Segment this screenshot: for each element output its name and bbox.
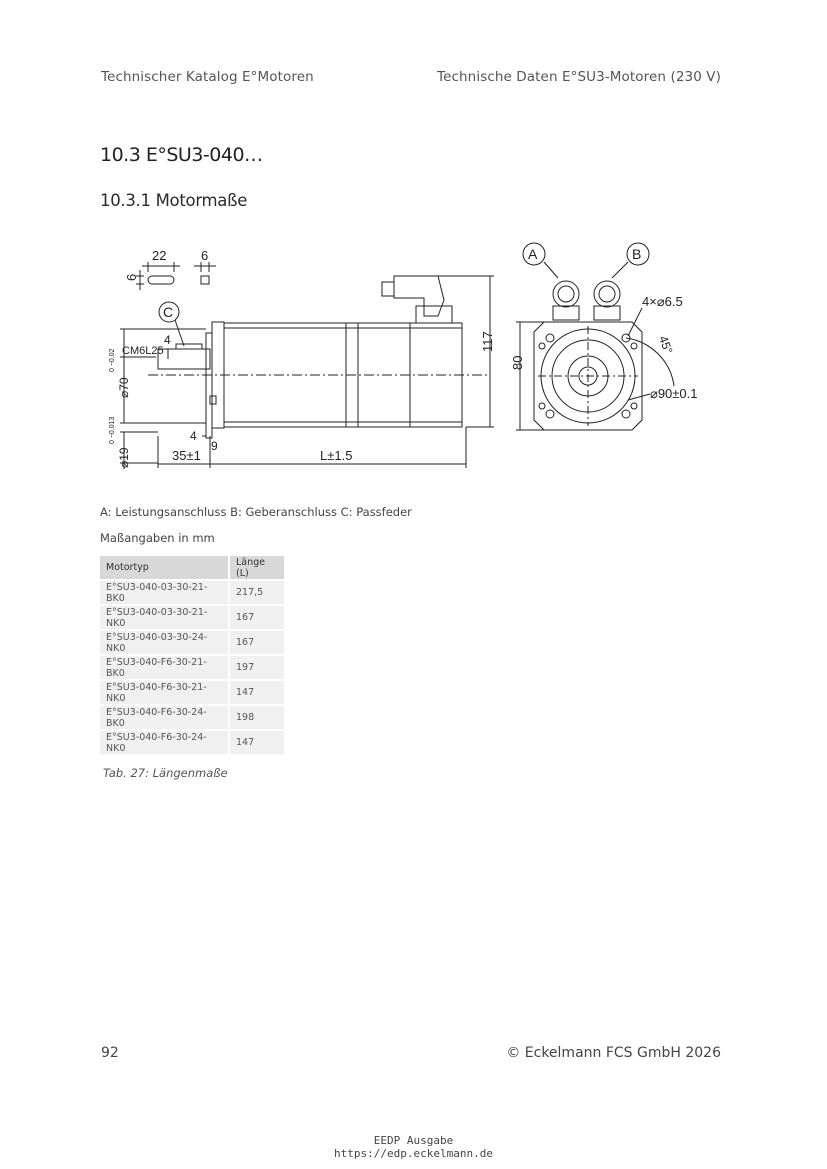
pcd-label: ⌀90±0.1: [650, 386, 698, 401]
motor-type-cell: E°SU3-040-03-30-21-BK0: [100, 581, 230, 606]
column-header-laenge: Länge (L): [230, 556, 286, 581]
thread-label: CM6L25: [122, 345, 164, 357]
shaft-tolerance-label: 0 −0.013: [109, 416, 116, 444]
length-cell: 217,5: [230, 581, 286, 606]
table-row: [100, 606, 286, 631]
motor-type-cell: E°SU3-040-F6-30-24-NK0: [100, 731, 230, 756]
length-cell: 198: [230, 706, 286, 731]
length-cell: 167: [230, 606, 286, 631]
section-heading: 10.3 E°SU3-040…: [100, 144, 263, 166]
key-width-label: 22: [152, 248, 167, 263]
edition-label: EEDP Ausgabe: [373, 1134, 454, 1147]
table-row: [100, 681, 286, 706]
holes-label: 4×⌀6.5: [642, 294, 683, 309]
flange-diameter-label: ⌀70: [117, 377, 131, 398]
length-table: [100, 556, 286, 756]
key-depth-label: 4: [164, 333, 171, 347]
connector-caption: A: Leistungsanschluss B: Geberanschluss C: Passfeder: [100, 505, 412, 519]
square-label: 80: [510, 355, 525, 370]
source-url: https://edp.eckelmann.de: [334, 1147, 493, 1160]
column-header-motortyp: Motortyp: [100, 556, 230, 581]
motor-type-cell: E°SU3-040-F6-30-24-BK0: [100, 706, 230, 731]
subsection-heading: 10.3.1 Motormaße: [100, 191, 248, 210]
label-b: B: [632, 246, 642, 262]
copyright: © Eckelmann FCS GmbH 2026: [506, 1045, 721, 1061]
table-header-row: [100, 556, 286, 581]
table-row: [100, 581, 286, 606]
label-a: A: [528, 246, 538, 262]
motor-type-cell: E°SU3-040-F6-30-21-NK0: [100, 681, 230, 706]
shaft-length-label: 35±1: [172, 448, 201, 463]
table-row: [100, 656, 286, 681]
angle-label: 45°: [656, 333, 676, 356]
key-detail: [124, 248, 216, 290]
motor-front-view: [510, 243, 698, 430]
height-label: 117: [480, 331, 495, 352]
motor-side-view: [148, 276, 488, 438]
table-row: [100, 731, 286, 756]
flange-tolerance-label: 0 −0.02: [109, 348, 116, 372]
flange-thickness-label: 9: [211, 439, 218, 453]
units-caption: Maßangaben in mm: [100, 531, 215, 545]
length-label: L±1.5: [320, 448, 353, 463]
key-height-label: 6: [124, 273, 139, 281]
length-cell: 197: [230, 656, 286, 681]
header-section-title: Technische Daten E°SU3-Motoren (230 V): [437, 69, 721, 85]
length-cell: 147: [230, 731, 286, 756]
shaft-diameter-label: ⌀19: [117, 447, 131, 468]
collar-label: 4: [190, 429, 197, 443]
motor-type-cell: E°SU3-040-03-30-24-NK0: [100, 631, 230, 656]
page-number: 92: [101, 1045, 119, 1061]
motor-type-cell: E°SU3-040-F6-30-21-BK0: [100, 656, 230, 681]
label-c: C: [163, 304, 174, 320]
table-caption: Tab. 27: Längenmaße: [103, 766, 228, 780]
table-row: [100, 706, 286, 731]
header-catalog-title: Technischer Katalog E°Motoren: [101, 69, 314, 85]
motor-type-cell: E°SU3-040-03-30-21-NK0: [100, 606, 230, 631]
motor-dimension-drawing: [98, 236, 718, 476]
length-cell: 167: [230, 631, 286, 656]
length-cell: 147: [230, 681, 286, 706]
key-thickness-label: 6: [201, 248, 209, 263]
table-row: [100, 631, 286, 656]
